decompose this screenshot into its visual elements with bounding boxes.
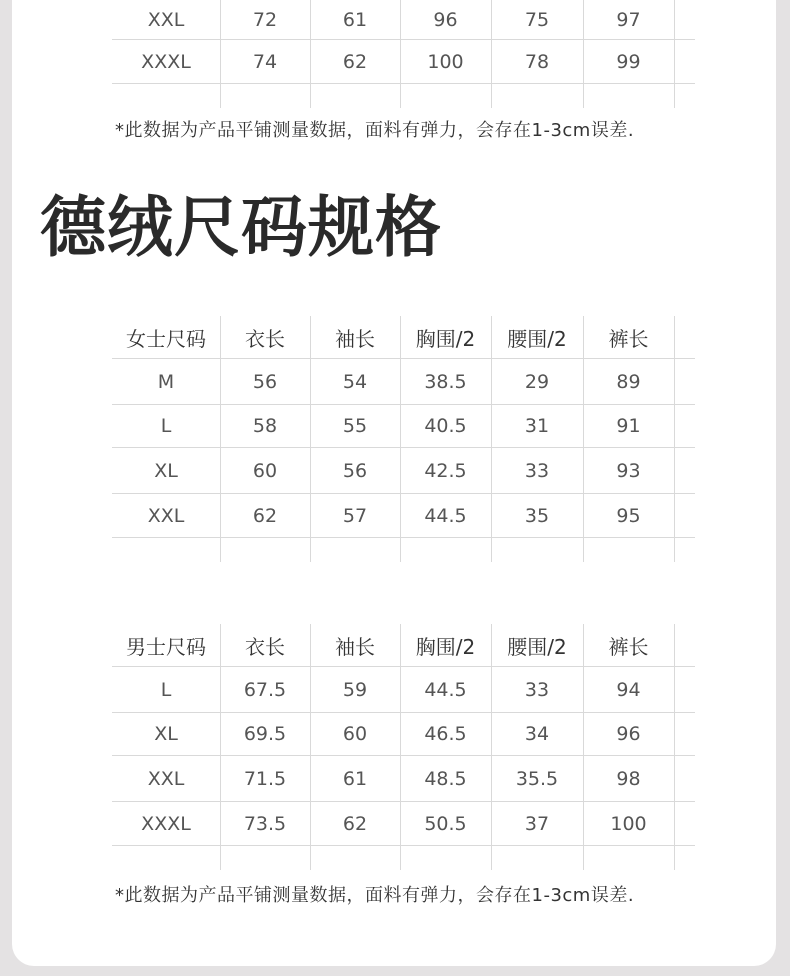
table-header-cell: 腰围/2: [507, 326, 567, 351]
table-cell: 89: [616, 370, 641, 393]
table-cell: 100: [427, 50, 464, 73]
table-cell: 99: [616, 50, 641, 73]
table-cell: 100: [610, 812, 647, 835]
table-cell: 29: [524, 370, 550, 393]
table-cell: L: [160, 678, 172, 701]
table-row: [112, 40, 695, 84]
table-cell: 62: [342, 812, 368, 835]
table-column-divider: [583, 624, 584, 870]
table-row: [112, 756, 695, 802]
table-column-divider: [400, 0, 401, 108]
table-empty-row: [112, 84, 695, 108]
table-header-cell: 衣长: [245, 326, 285, 351]
table-cell: 96: [433, 8, 458, 31]
table-cell: 59: [342, 678, 368, 701]
table-column-divider: [491, 624, 492, 870]
table-cell: L: [160, 415, 172, 437]
table-cell: 69.5: [243, 723, 287, 745]
table-column-divider: [583, 0, 584, 108]
table-cell: XXL: [147, 504, 185, 527]
table-column-divider: [491, 316, 492, 562]
table-cell: 38.5: [424, 370, 467, 393]
table-cell: 62: [252, 504, 278, 527]
table-cell: 60: [252, 459, 278, 482]
table-cell: 58: [252, 415, 278, 437]
table-column-divider: [220, 624, 221, 870]
table-cell: 40.5: [424, 415, 467, 437]
table-cell: 34: [524, 723, 550, 745]
table-cell: 55: [342, 415, 368, 437]
table-cell: 35.5: [515, 767, 559, 790]
table-column-divider: [400, 316, 401, 562]
table-cell: XXL: [147, 8, 185, 31]
table-cell: 61: [342, 767, 368, 790]
table-cell: 50.5: [424, 812, 467, 835]
table-cell: 94: [616, 678, 641, 701]
table-cell: 48.5: [424, 767, 467, 790]
table-cell: 31: [524, 415, 550, 437]
table-cell: 72: [252, 8, 278, 31]
table-column-divider: [310, 0, 311, 108]
table-cell: XXL: [147, 767, 185, 790]
table-column-divider: [400, 624, 401, 870]
table-column-divider: [220, 0, 221, 108]
table-row: [112, 713, 695, 756]
table-header-row: [112, 316, 695, 359]
table-cell: 73.5: [243, 812, 287, 835]
table-header-cell: 腰围/2: [507, 634, 567, 659]
table-cell: 35: [524, 504, 550, 527]
section-title: 德绒尺码规格: [40, 189, 442, 266]
table-header-cell: 袖长: [335, 634, 375, 659]
table-cell: 56: [252, 370, 278, 393]
table-header-row: [112, 624, 695, 667]
table-cell: 95: [616, 504, 641, 527]
table-cell: XXXL: [141, 50, 191, 73]
table-cell: 67.5: [243, 678, 287, 701]
table-row: [112, 359, 695, 405]
table-header-cell: 胸围/2: [415, 326, 476, 351]
table-cell: 37: [524, 812, 550, 835]
table-header-cell: 衣长: [245, 634, 285, 659]
women-size-table: [112, 316, 695, 562]
table-column-divider: [220, 316, 221, 562]
table-row: [112, 448, 695, 494]
measurement-note-top: *此数据为产品平铺测量数据，面料有弹力，会存在1-3cm误差.: [115, 120, 635, 141]
table-cell: 97: [616, 8, 641, 31]
table-cell: 93: [616, 459, 641, 482]
table-row: [112, 405, 695, 448]
table-cell: 71.5: [243, 767, 287, 790]
table-cell: 60: [342, 723, 368, 745]
table-cell: 44.5: [424, 504, 467, 527]
table-cell: 91: [616, 415, 641, 437]
table-header-cell: 袖长: [335, 326, 375, 351]
table-cell: 54: [342, 370, 368, 393]
table-empty-row: [112, 538, 695, 562]
table-header-cell: 男士尺码: [126, 634, 206, 659]
table-column-divider: [583, 316, 584, 562]
table-cell: 75: [524, 8, 550, 31]
table-row: [112, 494, 695, 538]
table-cell: M: [157, 370, 175, 393]
table-cell: 62: [342, 50, 368, 73]
table-cell: 46.5: [424, 723, 467, 745]
table-column-divider: [674, 316, 675, 562]
table-cell: 42.5: [424, 459, 467, 482]
table-cell: 33: [524, 459, 550, 482]
table-column-divider: [310, 624, 311, 870]
table-row: [112, 0, 695, 40]
table-column-divider: [310, 316, 311, 562]
table-row: [112, 667, 695, 713]
table-cell: 44.5: [424, 678, 467, 701]
table-cell: 74: [252, 50, 278, 73]
table-cell: 78: [524, 50, 550, 73]
measurement-note-bottom: *此数据为产品平铺测量数据，面料有弹力，会存在1-3cm误差.: [115, 885, 635, 906]
table-header-cell: 裤长: [608, 634, 649, 659]
table-header-cell: 胸围/2: [415, 634, 476, 659]
table-cell: 96: [616, 723, 641, 745]
table-cell: XL: [154, 459, 178, 482]
size-table-previous: [112, 0, 695, 108]
table-column-divider: [674, 624, 675, 870]
table-header-cell: 裤长: [608, 326, 649, 351]
table-cell: XL: [154, 723, 178, 745]
table-row: [112, 802, 695, 846]
table-cell: 33: [524, 678, 550, 701]
table-cell: XXXL: [141, 812, 191, 835]
table-header-cell: 女士尺码: [126, 326, 206, 351]
table-cell: 56: [342, 459, 368, 482]
men-size-table: [112, 624, 695, 870]
table-cell: 61: [342, 8, 368, 31]
table-column-divider: [674, 0, 675, 108]
table-cell: 57: [342, 504, 368, 527]
table-cell: 98: [616, 767, 641, 790]
table-column-divider: [491, 0, 492, 108]
table-empty-row: [112, 846, 695, 870]
